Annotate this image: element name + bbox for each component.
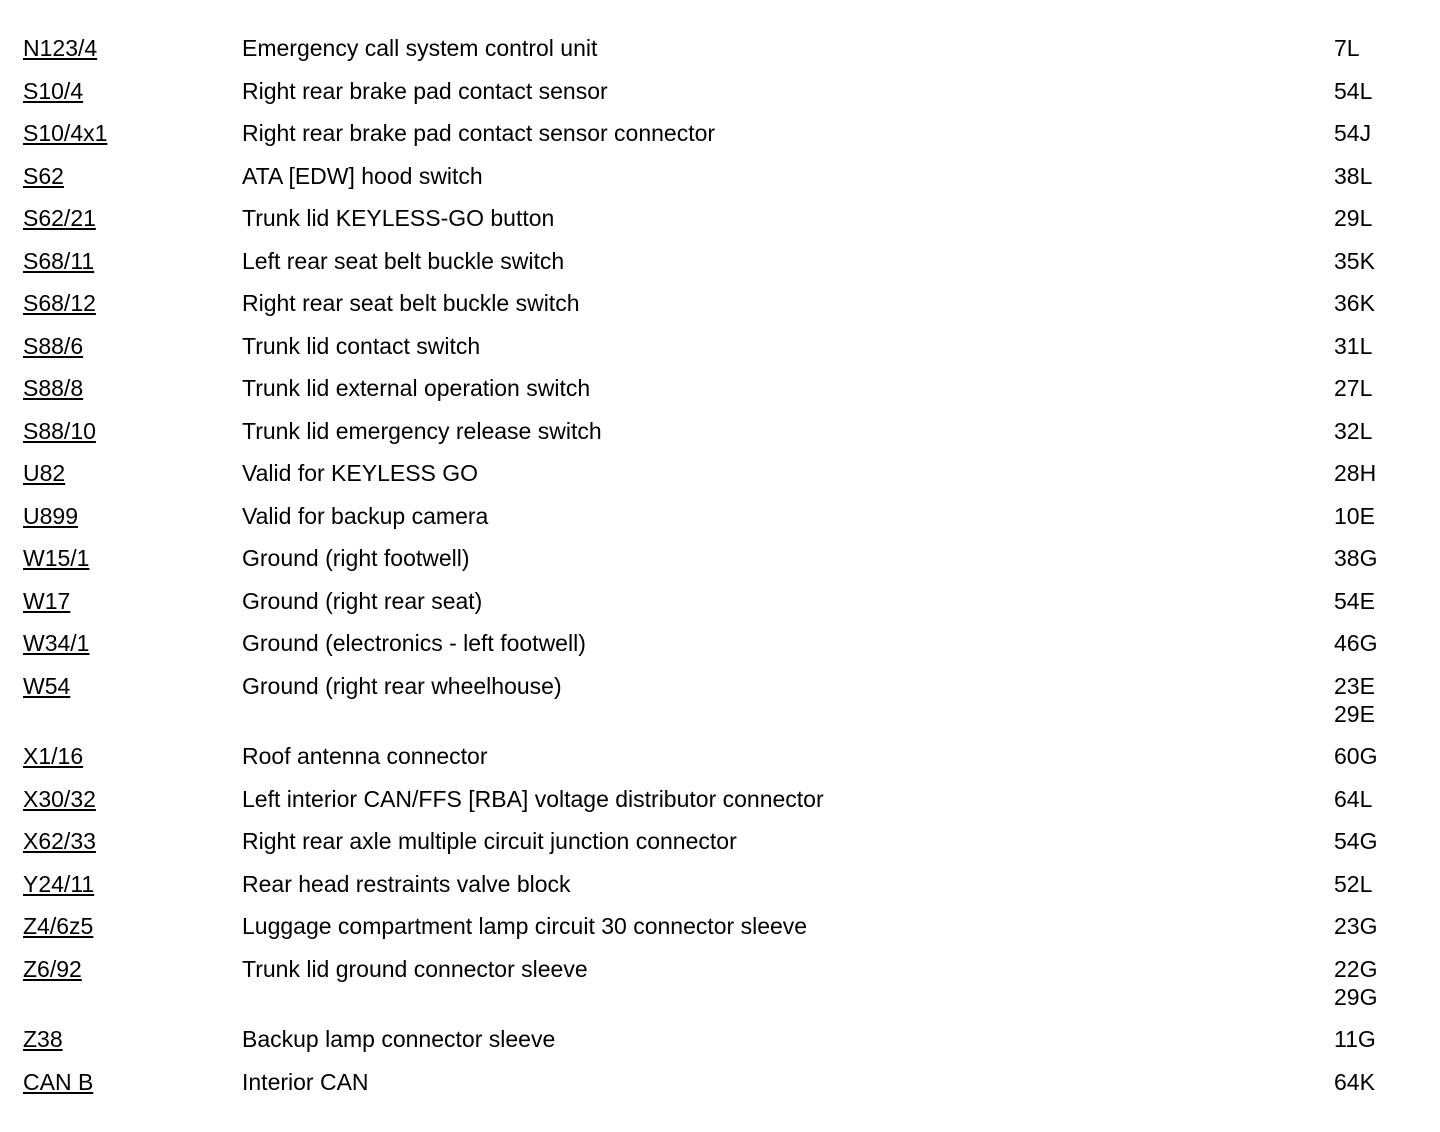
grid-locations [1334, 912, 1377, 940]
grid-location: 28H [1334, 460, 1377, 486]
grid-location: 29E [1334, 700, 1375, 727]
component-description: Ground (electronics - left footwell) [242, 630, 586, 656]
grid-locations [1334, 587, 1375, 615]
component-description: Ground (right footwell) [242, 545, 470, 571]
grid-locations [1334, 629, 1377, 657]
grid-locations [1334, 204, 1372, 232]
grid-location: 23G [1334, 913, 1378, 939]
component-description: Right rear seat belt buckle switch [242, 290, 580, 316]
legend-row [0, 498, 1440, 541]
grid-locations [1334, 870, 1372, 898]
grid-locations [1334, 742, 1377, 770]
legend-row [0, 866, 1440, 909]
grid-locations [1334, 119, 1371, 147]
component-description: ATA [EDW] hood switch [242, 162, 483, 189]
component-code-link[interactable]: S68/12 [23, 290, 96, 316]
grid-locations [1334, 785, 1372, 813]
component-description: Interior CAN [242, 1068, 369, 1095]
legend-row [0, 540, 1440, 583]
grid-locations [1334, 247, 1375, 275]
grid-location: 23E [1334, 672, 1375, 699]
grid-locations [1334, 289, 1375, 317]
legend-row [0, 908, 1440, 951]
grid-locations [1334, 1068, 1375, 1096]
component-description: Right rear axle multiple circuit junction connector [242, 828, 737, 854]
component-description: Trunk lid emergency release switch [242, 417, 602, 444]
grid-locations [1334, 955, 1377, 1011]
grid-location: 35K [1334, 247, 1375, 274]
grid-locations [1334, 1025, 1376, 1053]
grid-locations [1334, 672, 1375, 728]
grid-location: 10E [1334, 502, 1375, 529]
grid-locations [1334, 332, 1372, 360]
component-description: Trunk lid contact switch [242, 332, 481, 359]
component-code-link[interactable]: S62/21 [23, 205, 96, 231]
grid-location: 64K [1334, 1068, 1375, 1095]
grid-locations [1334, 162, 1372, 190]
legend-row [0, 951, 1440, 1022]
grid-location: 54J [1334, 120, 1372, 146]
component-description: Luggage compartment lamp circuit 30 connector sleeve [242, 913, 808, 939]
grid-location: 31L [1334, 332, 1373, 359]
component-code-link[interactable]: S88/10 [23, 417, 96, 444]
grid-location: 29G [1334, 983, 1378, 1010]
grid-location: 27L [1334, 375, 1373, 401]
component-description: Trunk lid KEYLESS-GO button [242, 205, 555, 231]
legend-row [0, 158, 1440, 201]
legend-row [0, 30, 1440, 73]
component-code-link[interactable]: S68/11 [23, 247, 95, 274]
component-code-link[interactable]: Z38 [23, 1026, 63, 1052]
grid-location: 46G [1334, 630, 1378, 656]
component-description: Trunk lid external operation switch [242, 375, 591, 401]
component-code-link[interactable]: S10/4x1 [23, 120, 108, 146]
legend-row [0, 1064, 1440, 1107]
component-description: Right rear brake pad contact sensor connector [242, 120, 716, 146]
component-description: Valid for backup camera [242, 502, 489, 529]
legend-row [0, 668, 1440, 739]
grid-location: 29L [1334, 205, 1373, 231]
legend-row [0, 823, 1440, 866]
grid-location: 7L [1334, 35, 1360, 61]
legend-row [0, 243, 1440, 286]
legend-row [0, 328, 1440, 371]
component-description: Emergency call system control unit [242, 35, 598, 61]
legend-row [0, 370, 1440, 413]
grid-location: 54G [1334, 828, 1378, 854]
component-code-link[interactable]: X62/33 [23, 828, 96, 854]
component-code-link[interactable]: W17 [23, 587, 71, 614]
grid-location: 54E [1334, 587, 1375, 614]
component-code-link[interactable]: Z6/92 [23, 955, 82, 982]
component-code-link[interactable]: CAN B [23, 1068, 94, 1095]
grid-locations [1334, 374, 1372, 402]
component-description: Left interior CAN/FFS [RBA] voltage distributor connector [242, 785, 824, 812]
grid-locations [1334, 77, 1372, 105]
grid-locations [1334, 34, 1360, 62]
grid-locations [1334, 827, 1377, 855]
component-code-link[interactable]: S62 [23, 162, 64, 189]
legend-row [0, 413, 1440, 456]
grid-location: 52L [1334, 870, 1373, 897]
grid-location: 22G [1334, 955, 1378, 982]
component-description: Valid for KEYLESS GO [242, 460, 479, 486]
grid-location: 64L [1334, 785, 1373, 812]
component-code-link[interactable]: W54 [23, 672, 71, 699]
grid-location: 54L [1334, 77, 1373, 104]
component-description: Right rear brake pad contact sensor [242, 77, 608, 104]
component-legend [0, 30, 1440, 1106]
grid-location: 32L [1334, 417, 1373, 444]
component-code-link[interactable]: U899 [23, 502, 78, 529]
grid-location: 60G [1334, 743, 1378, 769]
component-code-link[interactable]: S88/8 [23, 375, 84, 401]
component-code-link[interactable]: Z4/6z5 [23, 913, 94, 939]
component-code-link[interactable]: U82 [23, 460, 66, 486]
component-code-link[interactable]: W15/1 [23, 545, 90, 571]
legend-row [0, 625, 1440, 668]
component-code-link[interactable]: Y24/11 [23, 870, 95, 897]
legend-row [0, 285, 1440, 328]
legend-row [0, 73, 1440, 116]
component-code-link[interactable]: X30/32 [23, 785, 96, 812]
legend-row [0, 781, 1440, 824]
grid-locations [1334, 459, 1376, 487]
legend-row [0, 1021, 1440, 1064]
component-description: Ground (right rear seat) [242, 587, 483, 614]
legend-row [0, 115, 1440, 158]
grid-locations [1334, 502, 1375, 530]
component-code-link[interactable]: X1/16 [23, 743, 84, 769]
component-code-link[interactable]: W34/1 [23, 630, 90, 656]
grid-location: 38L [1334, 162, 1373, 189]
component-description: Trunk lid ground connector sleeve [242, 955, 588, 982]
legend-row [0, 455, 1440, 498]
grid-location: 11G [1334, 1026, 1376, 1052]
component-code-link[interactable]: N123/4 [23, 35, 98, 61]
grid-location: 38G [1334, 545, 1378, 571]
legend-row [0, 583, 1440, 626]
component-description: Rear head restraints valve block [242, 870, 571, 897]
component-code-link[interactable]: S88/6 [23, 332, 84, 359]
grid-locations [1334, 544, 1377, 572]
component-description: Roof antenna connector [242, 743, 488, 769]
component-description: Ground (right rear wheelhouse) [242, 672, 562, 699]
grid-location: 36K [1334, 290, 1375, 316]
component-description: Backup lamp connector sleeve [242, 1026, 556, 1052]
legend-row [0, 738, 1440, 781]
component-code-link[interactable]: S10/4 [23, 77, 84, 104]
component-description: Left rear seat belt buckle switch [242, 247, 565, 274]
grid-locations [1334, 417, 1372, 445]
legend-row [0, 200, 1440, 243]
